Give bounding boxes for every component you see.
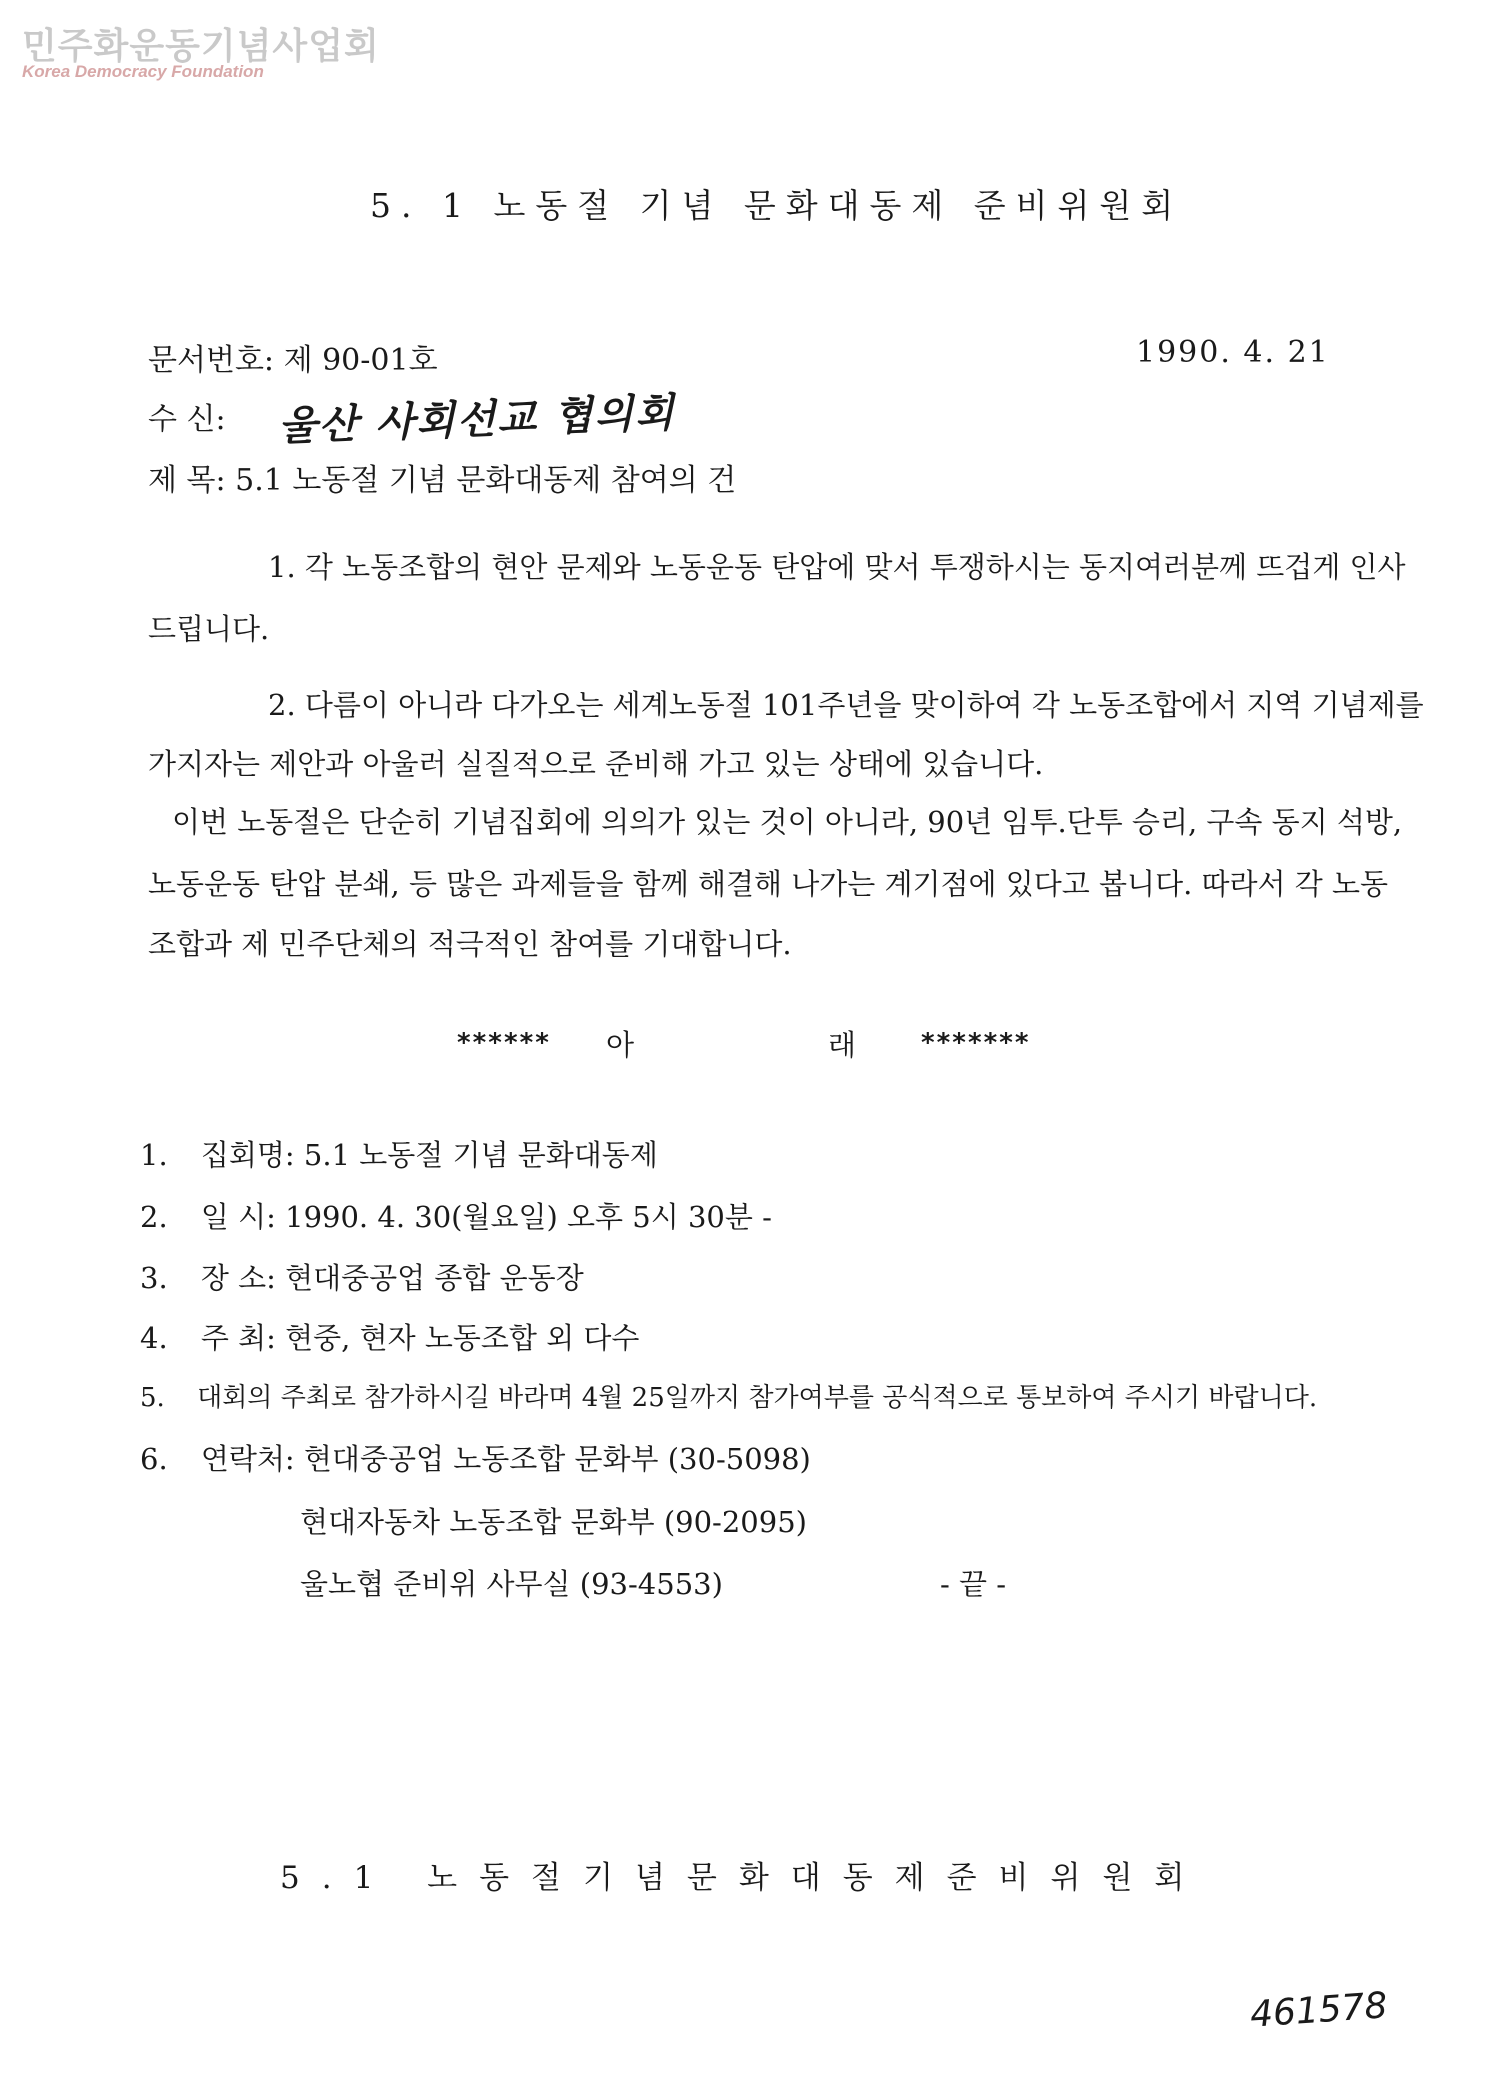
- list-item-text: 장 소: 현대중공업 종합 운동장: [200, 1261, 584, 1295]
- list-item-number: 3.: [140, 1261, 168, 1295]
- paragraph-3-line-3: 조합과 제 민주단체의 적극적인 참여를 기대합니다.: [148, 927, 792, 961]
- list-item-text: 주 최: 현중, 현자 노동조합 외 다수: [200, 1321, 640, 1355]
- list-item: [140, 1316, 639, 1357]
- paragraph-2-line-2: 가지자는 제안과 아울러 실질적으로 준비해 가고 있는 상태에 있습니다.: [148, 747, 1044, 781]
- list-item-number: 4.: [140, 1321, 168, 1355]
- archive-number-handwritten: 461578: [1248, 1985, 1389, 2036]
- doc-number-value: 제 90-01호: [283, 343, 438, 378]
- end-mark: - 끝 -: [940, 1567, 1007, 1601]
- section-title-left: 아: [606, 1028, 635, 1062]
- watermark-org-korean: 민주화운동기념사업회: [22, 26, 380, 67]
- watermark-org-english: Korea Democracy Foundation: [22, 62, 264, 81]
- paragraph-2-line-1: 2. 다름이 아니라 다가오는 세계노동절 101주년을 맞이하여 각 노동조합에서 지역 기념제를: [268, 688, 1424, 722]
- contact-line-3: 울노협 준비위 사무실 (93-4553): [300, 1567, 723, 1601]
- list-item-number: 1.: [140, 1138, 168, 1172]
- section-stars-left: ******: [456, 1028, 550, 1058]
- list-item-text: 대회의 주최로 참가하시길 바라며 4월 25일까지 참가여부를 공식적으로 통보하여 주시기 바랍니다.: [197, 1383, 1318, 1413]
- paragraph-3-line-1: 이번 노동절은 단순히 기념집회에 의의가 있는 것이 아니라, 90년 임투.단투 승리, 구속 동지 석방,: [172, 805, 1403, 839]
- list-item: [140, 1195, 772, 1236]
- contact-line-2: 현대자동차 노동조합 문화부 (90-2095): [300, 1505, 807, 1539]
- subject: [148, 455, 736, 499]
- doc-number: [148, 335, 438, 379]
- list-item-number: 2.: [140, 1200, 168, 1234]
- subject-value: 5.1 노동절 기념 문화대동제 참여의 건: [235, 463, 737, 498]
- list-item: [140, 1256, 584, 1297]
- paragraph-1-line-2: 드립니다.: [148, 612, 270, 646]
- paragraph-3-line-2: 노동운동 탄압 분쇄, 등 많은 과제들을 함께 해결해 나가는 계기점에 있다고 봅니다. 따라서 각 노동: [148, 867, 1389, 901]
- list-item-number: 6.: [140, 1442, 168, 1476]
- list-item: [140, 1437, 811, 1478]
- subject-label: 제 목:: [148, 463, 226, 498]
- list-item: [140, 1133, 658, 1174]
- document-heading: 5. 1 노동절 기념 문화대동제 준비위원회: [370, 186, 1184, 225]
- section-title-right: 래: [828, 1028, 857, 1062]
- recipient-label: 수 신:: [148, 402, 226, 437]
- recipient-handwritten: 울산 사회선교 협의회: [277, 390, 677, 450]
- list-item: [140, 1377, 1317, 1414]
- doc-number-label: 문서번호:: [148, 343, 275, 378]
- list-item-text: 연락처: 현대중공업 노동조합 문화부 (30-5098): [200, 1442, 811, 1476]
- list-item-text: 일 시: 1990. 4. 30(월요일) 오후 5시 30분 -: [200, 1200, 772, 1234]
- section-stars-right: *******: [920, 1028, 1030, 1058]
- document-date: 1990. 4. 21: [1136, 335, 1330, 370]
- list-item-number: 5.: [140, 1383, 165, 1413]
- footer-org-name: 5.1 노동절기념문화대동제준비위원회: [280, 1860, 1207, 1896]
- list-item-text: 집회명: 5.1 노동절 기념 문화대동제: [200, 1138, 658, 1172]
- paragraph-1-line-1: 1. 각 노동조합의 현안 문제와 노동운동 탄압에 맞서 투쟁하시는 동지여러분께 뜨겁게 인사: [268, 550, 1406, 584]
